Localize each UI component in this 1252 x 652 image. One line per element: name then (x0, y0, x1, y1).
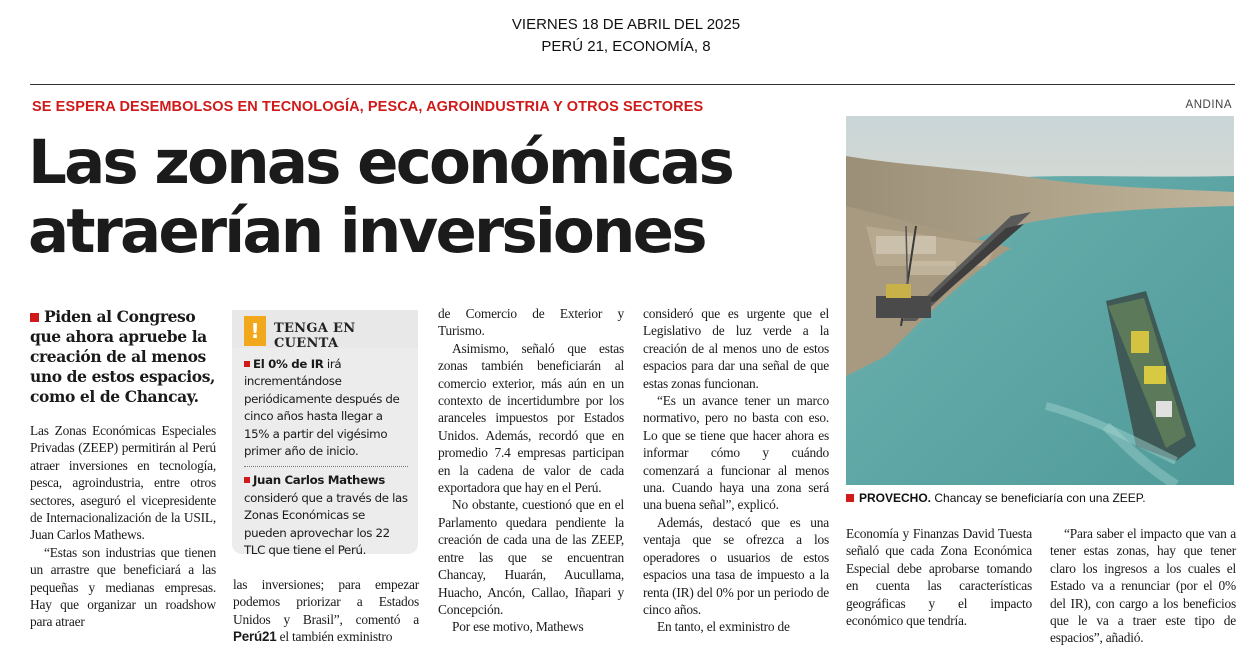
bullet-square-icon (846, 494, 854, 502)
body-column-5 (846, 525, 1032, 629)
bullet-square-icon (30, 313, 39, 322)
section-label: PERÚ 21, ECONOMÍA, 8 (541, 38, 711, 55)
box-separator (244, 466, 408, 467)
paragraph-text: las inversiones; para empezar podemos priorizar a Estados Unidos y Brasil”, comentó a (233, 577, 419, 627)
body-column-2 (233, 576, 419, 646)
headline-line-1: Las zonas económicas (28, 127, 732, 198)
paragraph: Asimismo, señaló que estas zonas también beneficiarán al comercio exterior, más aún en un contexto de incertidumbre por los aranceles impuestos por Estados Unidos. Además, recordó que en promedio 7.4 empresas participan en la cadena de valor de cada exportadora que hay en el Perú. (438, 340, 624, 496)
paragraph: Economía y Finanzas David Tuesta señaló que cada Zona Económica Especial debe aprobarse tomando en cuenta las características geográficas y el impacto económico que tendría. (846, 526, 1032, 629)
bullet-square-icon (244, 477, 250, 483)
chancay-port-photo-icon (846, 116, 1234, 485)
lead-summary (30, 307, 222, 407)
lead-text: Piden al Congreso que ahora apruebe la creación de al menos uno de estos espacios, como el de Chancay. (30, 307, 216, 406)
paragraph: “Para saber el impacto que van a tener estas zonas, hay que tener claro los ingresos a los cuales el Estado va a renunciar (por el 0% del IR), con cargo a los beneficios que le va a traer este tipo de espacios”, añadió. (1050, 526, 1236, 646)
photo-caption (846, 491, 1236, 506)
paragraph: “Es un avance tener un marco normativo, pero no basta con eso. Lo que se tiene que hacer ahora es informar cómo y cuándo comenzará a funcionar al menos una. Cuando haya una zona será una buena señal”, explicó. (643, 393, 829, 513)
paragraph: de Comercio de Exterior y Turismo. (438, 306, 624, 339)
paragraph: En tanto, el exministro de (657, 619, 790, 635)
headline (28, 128, 838, 266)
box-title: TENGA EN CUENTA (274, 321, 356, 351)
box-item-bold: Juan Carlos Mathews (253, 473, 385, 488)
photo-credit: ANDINA (1185, 99, 1232, 111)
issue-date: VIERNES 18 DE ABRIL DEL 2025 (511, 16, 741, 33)
paragraph: Además, destacó que es una ventaja que se ofrezca a los operadores o usuarios de estos espacios una tasa de impuesto a la renta (IR) del 0% por un periodo de cinco años. (643, 514, 829, 617)
box-item (244, 472, 408, 559)
paragraph: No obstante, cuestionó que en el Parlamento quedara pendiente la creación de cada una de las ZEEP, entre las que se encuentran Chancay, Huarán, Aucullama, Huacho, Ancón, Callao, Iñapari y Concepción. (438, 497, 624, 617)
header-rule (30, 84, 1235, 85)
tenga-en-cuenta-box (232, 310, 418, 558)
paragraph-text: el también exministro (276, 629, 393, 645)
exclamation-icon: ! (244, 316, 266, 346)
headline-line-2: atraerían inversiones (28, 196, 705, 267)
box-item-text: consideró que a través de las Zonas Económicas se pueden aprovechar los 22 TLC que tiene el Perú. (244, 490, 408, 558)
box-item (244, 356, 408, 460)
newspaper-name: Perú21 (233, 629, 277, 645)
page-header (0, 14, 1252, 58)
paragraph: “Estas son industrias que tienen un arrastre que beneficiará a las pequeñas y medianas empresas. Hay que organizar un roadshow para atraer (30, 544, 216, 630)
box-header (232, 310, 418, 351)
caption-label: PROVECHO. (859, 491, 932, 505)
body-column-4 (643, 305, 829, 636)
box-body (232, 348, 418, 559)
paragraph: Las Zonas Económicas Especiales Privadas (ZEEP) permitirán al Perú atraer inversiones en tecnología, pesca, agroindustria, entre otros sectores, aseguró el vicepresidente de Internacionalización de la USIL, Juan Carlos Mathews. (30, 423, 216, 543)
body-column-6 (1050, 525, 1236, 647)
box-item-text: irá incrementándose periódicamente después de cinco años hasta llegar a 15% a partir del vigésimo primer año de inicio. (244, 357, 400, 459)
caption-text: Chancay se beneficiaría con una ZEEP. (931, 491, 1146, 505)
box-item-bold: El 0% de IR (253, 357, 324, 371)
paragraph: Por ese motivo, Mathews (452, 619, 584, 635)
kicker: SE ESPERA DESEMBOLSOS EN TECNOLOGÍA, PESCA, AGROINDUSTRIA Y OTROS SECTORES (32, 99, 704, 115)
paragraph (233, 576, 419, 646)
paragraph: consideró que es urgente que el Legislativo de luz verde a la creación de al menos uno de estos espacios para dar una señal de que estas zonas funcionan. (643, 306, 829, 391)
bullet-square-icon (244, 361, 250, 367)
port-photo (846, 116, 1234, 485)
body-column-3 (438, 305, 624, 636)
body-column-1 (30, 422, 216, 631)
